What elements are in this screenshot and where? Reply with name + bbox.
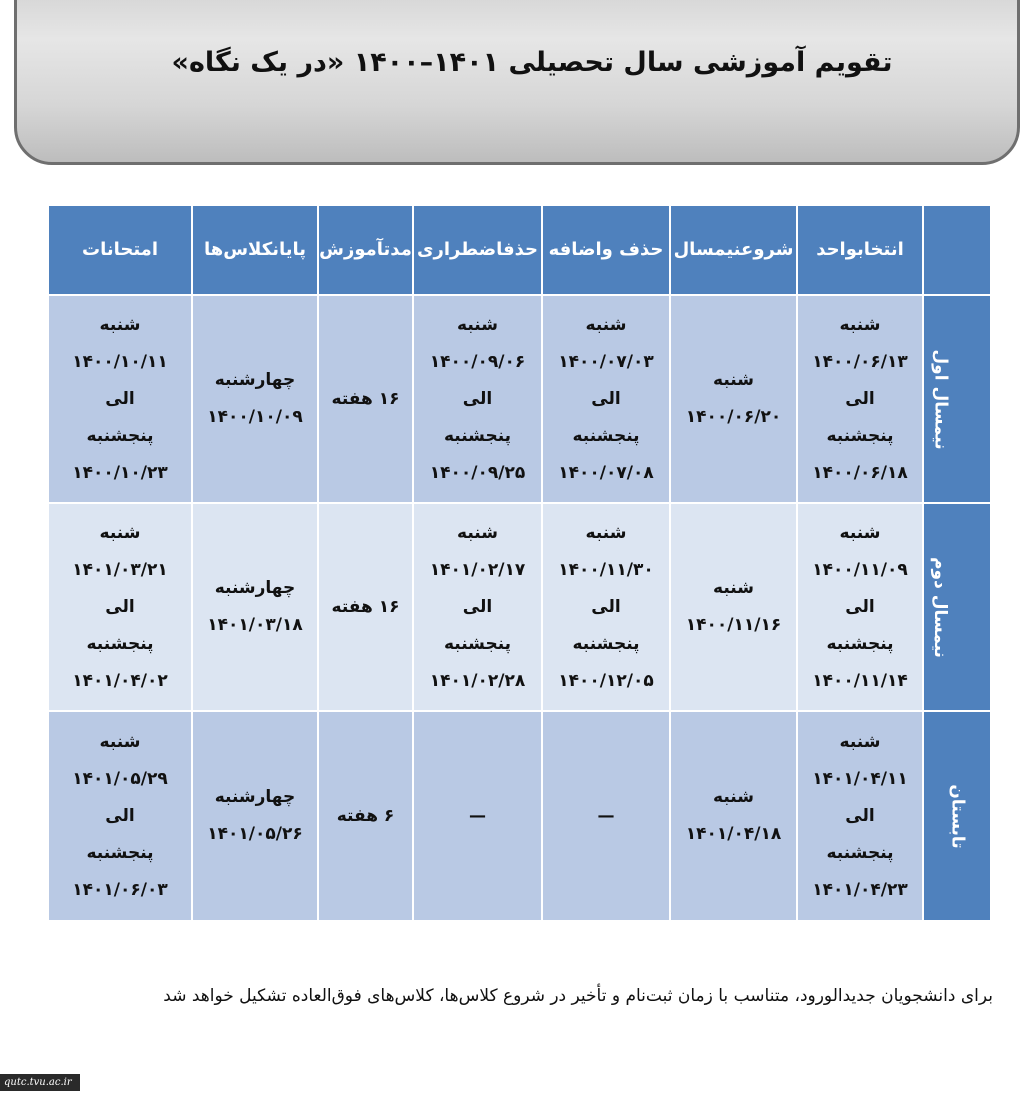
cell-course-selection: شنبه ۱۴۰۰/۱۱/۰۹ الی پنجشنبه ۱۴۰۰/۱۱/۱۴: [797, 503, 923, 711]
cell-classes-end: چهارشنبه ۱۴۰۱/۰۳/۱۸: [192, 503, 318, 711]
cell-classes-end: چهارشنبه ۱۴۰۱/۰۵/۲۶: [192, 711, 318, 921]
cell-semester-start: شنبه ۱۴۰۰/۰۶/۲۰: [670, 295, 797, 503]
header-semester-start: شروعنیمسال: [670, 205, 797, 295]
site-watermark: qutc.tvu.ac.ir: [0, 1074, 80, 1091]
header-duration: مدتآموزش: [318, 205, 413, 295]
row-label-first-semester: نیمسال اول: [923, 295, 991, 503]
cell-emergency-drop: شنبه ۱۴۰۰/۰۹/۰۶ الی پنجشنبه ۱۴۰۰/۰۹/۲۵: [413, 295, 542, 503]
table-header-row: [48, 205, 991, 295]
header-exams: امتحانات: [48, 205, 192, 295]
cell-duration: ۱۶ هفته: [318, 503, 413, 711]
cell-add-drop: شنبه ۱۴۰۰/۱۱/۳۰ الی پنجشنبه ۱۴۰۰/۱۲/۰۵: [542, 503, 670, 711]
cell-course-selection: شنبه ۱۴۰۱/۰۴/۱۱ الی پنجشنبه ۱۴۰۱/۰۴/۲۳: [797, 711, 923, 921]
cell-classes-end: چهارشنبه ۱۴۰۰/۱۰/۰۹: [192, 295, 318, 503]
row-label-second-semester: نیمسال دوم: [923, 503, 991, 711]
header-course-selection: انتخابواحد: [797, 205, 923, 295]
cell-exams: شنبه ۱۴۰۰/۱۰/۱۱ الی پنجشنبه ۱۴۰۰/۱۰/۲۳: [48, 295, 192, 503]
header-add-drop: حذف واضافه: [542, 205, 670, 295]
header-corner: [923, 205, 991, 295]
header-emergency-drop: حذفاضطراری: [413, 205, 542, 295]
table-row: [48, 711, 991, 921]
cell-add-drop: شنبه ۱۴۰۰/۰۷/۰۳ الی پنجشنبه ۱۴۰۰/۰۷/۰۸: [542, 295, 670, 503]
cell-add-drop-empty: —: [542, 711, 670, 921]
row-label-summer: تابستان: [923, 711, 991, 921]
cell-exams: شنبه ۱۴۰۱/۰۳/۲۱ الی پنجشنبه ۱۴۰۱/۰۴/۰۲: [48, 503, 192, 711]
cell-exams: شنبه ۱۴۰۱/۰۵/۲۹ الی پنجشنبه ۱۴۰۱/۰۶/۰۳: [48, 711, 192, 921]
cell-duration: ۶ هفته: [318, 711, 413, 921]
cell-semester-start: شنبه ۱۴۰۰/۱۱/۱۶: [670, 503, 797, 711]
calendar-title: تقویم آموزشی سال تحصیلی ۱۴۰۱–۱۴۰۰ «در یک نگاه»: [171, 47, 893, 78]
header-classes-end: پایانکلاس‌ها: [192, 205, 318, 295]
cell-semester-start: شنبه ۱۴۰۱/۰۴/۱۸: [670, 711, 797, 921]
cell-emergency-drop: شنبه ۱۴۰۱/۰۲/۱۷ الی پنجشنبه ۱۴۰۱/۰۲/۲۸: [413, 503, 542, 711]
cell-course-selection: شنبه ۱۴۰۰/۰۶/۱۳ الی پنجشنبه ۱۴۰۰/۰۶/۱۸: [797, 295, 923, 503]
academic-calendar-table: [47, 204, 992, 922]
footnote-text: برای دانشجویان جدیدالورود، متناسب با زمان ثبت‌نام و تأخیر در شروع کلاس‌ها، کلاس‌های فوق‌العاده تشکیل خواهد شد: [163, 986, 993, 1006]
cell-duration: ۱۶ هفته: [318, 295, 413, 503]
table-row: [48, 503, 991, 711]
header-banner: [14, 0, 1020, 165]
cell-emergency-drop-empty: —: [413, 711, 542, 921]
table-row: [48, 295, 991, 503]
